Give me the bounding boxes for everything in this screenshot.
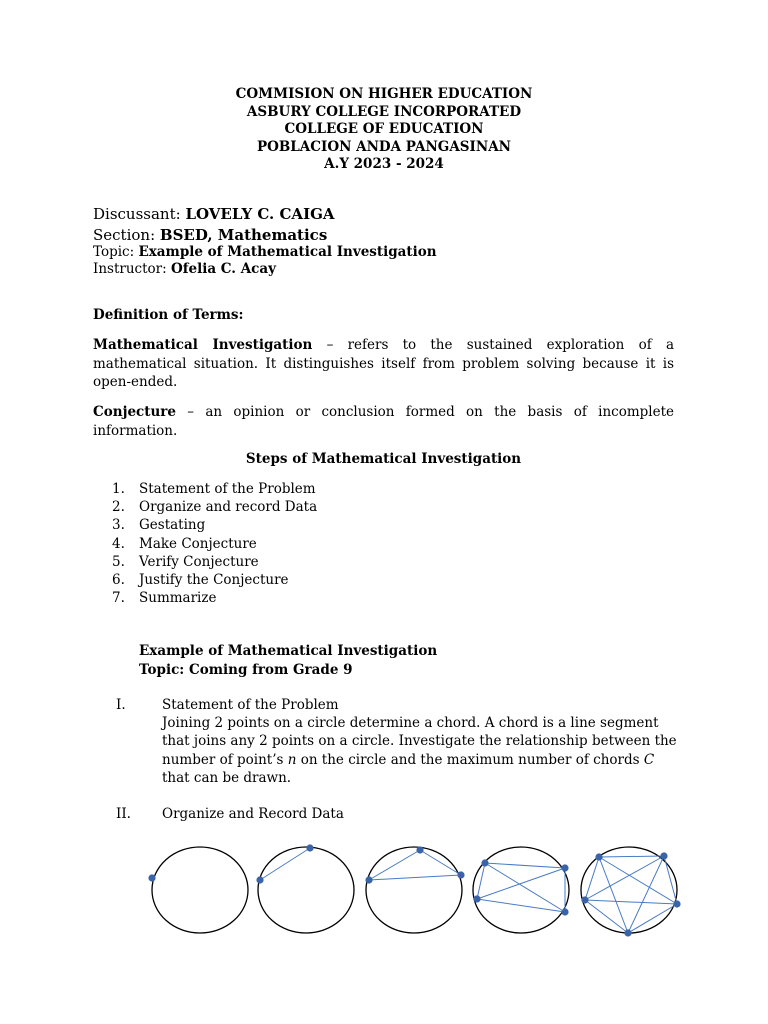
topic-name: Example of Mathematical Investigation — [138, 244, 437, 260]
circle-point — [416, 846, 423, 853]
definition-conjecture: Conjecture – an opinion or conclusion formed on the basis of incomplete information. — [93, 404, 674, 439]
chord-line — [628, 904, 677, 933]
circle-figure-1-points — [148, 847, 248, 933]
list-item: 6. Justify the Conjecture — [112, 572, 289, 589]
circle-point — [561, 908, 568, 915]
list-item: 2. Organize and record Data — [112, 499, 318, 516]
circle-point — [365, 876, 372, 883]
chord-line — [628, 856, 664, 933]
meta-instructor: Instructor: Ofelia C. Acay — [93, 261, 276, 277]
circle-point — [148, 874, 155, 881]
circle-figure-5-points — [581, 847, 681, 937]
meta-topic: Topic: Example of Mathematical Investigation — [93, 244, 437, 260]
circle-point — [673, 900, 680, 907]
chord-circles-figure — [140, 838, 700, 938]
circle-point — [481, 859, 488, 866]
term-conjecture: Conjecture — [93, 404, 177, 420]
section-number: II. — [116, 806, 131, 822]
steps-heading: Steps of Mathematical Investigation — [245, 451, 522, 467]
section-name: BSED, Mathematics — [159, 226, 328, 244]
circle-figure-2-points — [256, 844, 354, 933]
variable-c: C — [643, 751, 655, 768]
chord-line — [477, 899, 565, 912]
problem-statement: Joining 2 points on a circle determine a chord. A chord is a line segment that joins any 2 points on a circle. Investigate the relationship between the number of point’s n on the circle and the maximum number of chords C that can be drawn. — [162, 715, 677, 786]
instructor-name: Ofelia C. Acay — [170, 261, 276, 277]
header-location: POBLACION ANDA PANGASINAN — [256, 138, 512, 155]
example-block — [139, 642, 437, 679]
section-title: Organize and Record Data — [162, 806, 344, 822]
chord-line — [369, 875, 461, 880]
circle-point — [457, 871, 464, 878]
list-item: 3. Gestating — [112, 517, 206, 534]
discussant-name: LOVELY C. CAIGA — [185, 205, 335, 223]
example-title: Example of Mathematical Investigation — [139, 643, 438, 659]
chord-line — [477, 868, 565, 899]
circle — [258, 847, 354, 933]
section-title: Statement of the Problem — [162, 697, 339, 713]
example-topic: Topic: Coming from Grade 9 — [139, 661, 353, 678]
list-item: 4. Make Conjecture — [112, 535, 257, 552]
meta-discussant: Discussant: LOVELY C. CAIGA — [93, 205, 335, 223]
definition-mathematical-investigation: Mathematical Investigation – refers to the sustained exploration of a mathematical situation. It distinguishes itself from problem solving because it is open-ended. — [93, 337, 674, 390]
circle — [152, 847, 248, 933]
chord-line — [599, 857, 677, 904]
header-college: ASBURY COLLEGE INCORPORATED — [246, 103, 522, 120]
circle-point — [306, 844, 313, 851]
list-item: 1. Statement of the Problem — [112, 481, 316, 497]
circle-figure-4-points — [473, 847, 569, 933]
variable-n: n — [287, 751, 297, 768]
circle-point — [624, 929, 631, 936]
steps-list — [112, 480, 317, 607]
circle-point — [581, 896, 588, 903]
chord-line — [485, 863, 565, 912]
document-header — [0, 86, 768, 174]
meta-section: Section: BSED, Mathematics — [93, 226, 328, 244]
circle-point — [473, 895, 480, 902]
term-mathematical-investigation: Mathematical Investigation — [93, 337, 313, 353]
document-meta — [93, 206, 437, 278]
list-item: 5. Verify Conjecture — [112, 553, 259, 570]
list-item: 7. Summarize — [112, 590, 217, 607]
header-commission: COMMISION ON HIGHER EDUCATION — [235, 86, 533, 102]
chord-line — [599, 856, 664, 857]
chord-line — [485, 863, 565, 868]
circle-point — [561, 864, 568, 871]
header-academic-year: A.Y 2023 - 2024 — [324, 156, 444, 172]
section-number: I. — [116, 697, 126, 713]
circle-point — [660, 852, 667, 859]
circle — [366, 847, 462, 933]
circle-point — [256, 876, 263, 883]
circle — [473, 847, 569, 933]
chord-line — [477, 863, 485, 899]
circle-figure-3-points — [365, 846, 464, 933]
chord-line — [369, 850, 420, 880]
definitions-heading: Definition of Terms: — [93, 307, 244, 323]
circle-point — [595, 853, 602, 860]
header-department: COLLEGE OF EDUCATION — [284, 121, 484, 137]
chord-line — [585, 900, 677, 904]
